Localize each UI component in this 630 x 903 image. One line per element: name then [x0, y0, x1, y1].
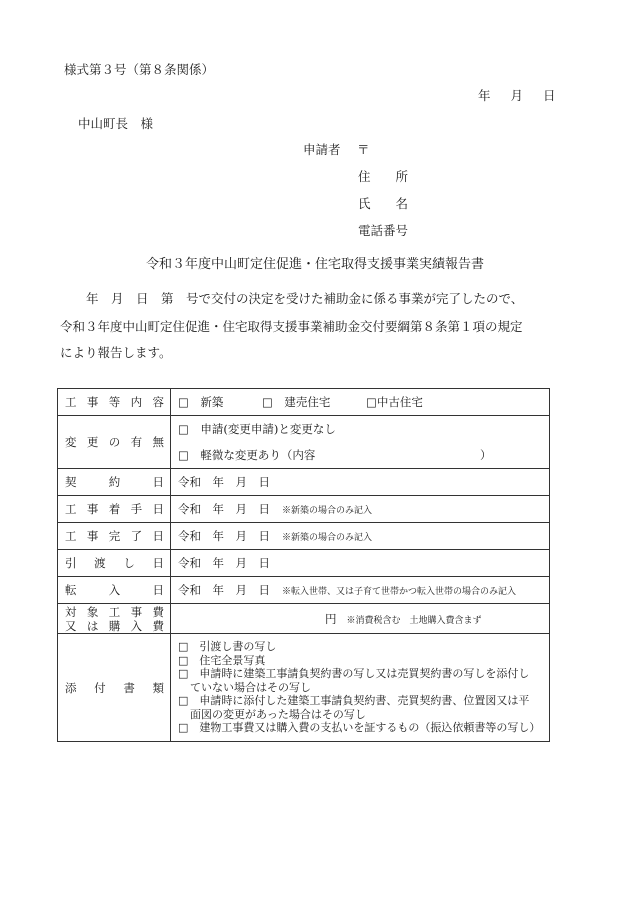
row-construction: [58, 389, 550, 416]
value-change: [171, 416, 550, 469]
address-label: 住 所: [358, 169, 409, 184]
attachment-house-photo[interactable]: □ 住宅全景写真: [178, 653, 266, 667]
checkbox-no-change[interactable]: □ 申請(変更申請)と変更なし: [178, 422, 336, 436]
report-table: [57, 388, 550, 742]
name-label: 氏 名: [358, 196, 409, 211]
checkbox-ready-built[interactable]: □ 建売住宅: [262, 395, 331, 409]
movein-note: ※転入世帯、又は子育て世帯かつ転入世帯の場合のみ記入: [282, 587, 517, 597]
date-month: 月: [510, 88, 524, 103]
checkbox-used-house[interactable]: □中古住宅: [366, 395, 423, 409]
row-start: [58, 496, 550, 523]
attachment-handover-copy[interactable]: □ 引渡し書の写し: [178, 640, 277, 654]
label-start: 工事着手日: [58, 496, 171, 523]
complete-date[interactable]: 令和 年 月 日: [178, 529, 270, 543]
row-change: [58, 416, 550, 469]
row-complete: [58, 523, 550, 550]
cost-unit: 円: [325, 611, 337, 626]
date-year: 年: [478, 88, 491, 103]
change-minor-row: [178, 442, 549, 468]
form-number: 様式第３号（第８条関係）: [64, 62, 215, 77]
start-date[interactable]: 令和 年 月 日: [178, 502, 270, 516]
attachment-changed-docs-cont: 面図の変更があった場合はその写し: [190, 707, 366, 721]
label-cost-line2: 又は購入費: [65, 618, 164, 633]
label-complete: 工事完了日: [58, 523, 171, 550]
minor-change-close-paren: ）: [480, 448, 492, 462]
body-line-2: 令和３年度中山町定住促進・住宅取得支援事業補助金交付要綱第８条第１項の規定: [60, 319, 523, 334]
start-note: ※新築の場合のみ記入: [282, 506, 373, 516]
movein-date[interactable]: 令和 年 月 日: [178, 583, 270, 597]
row-handover: [58, 550, 550, 577]
row-attachments: [58, 634, 550, 742]
label-construction: 工事等内容: [58, 389, 171, 416]
label-cost: [58, 604, 171, 634]
document-title: 令和３年度中山町定住促進・住宅取得支援事業実績報告書: [145, 257, 484, 272]
checkbox-minor-change[interactable]: □ 軽微な変更あり（内容: [178, 448, 316, 462]
value-start: [171, 496, 550, 523]
label-handover: 引渡し日: [58, 550, 171, 577]
value-complete: [171, 523, 550, 550]
row-movein: [58, 577, 550, 604]
value-attachments: [171, 634, 550, 742]
date-day: 日: [543, 88, 556, 103]
label-attachments: 添付書類: [58, 634, 171, 742]
value-handover[interactable]: 令和 年 月 日: [171, 550, 550, 577]
checkbox-new[interactable]: □ 新築: [178, 395, 224, 409]
body-line-1: 年 月 日 第 号で交付の決定を受けた補助金に係る事業が完了したので、: [86, 291, 524, 306]
value-construction: [171, 389, 550, 416]
label-contract: 契約日: [58, 469, 171, 496]
phone-label: 電話番号: [358, 223, 409, 238]
value-movein: [171, 577, 550, 604]
applicant-label: 申請者: [303, 142, 341, 157]
label-cost-line1: 対象工事費: [65, 604, 164, 619]
date-line: [478, 86, 556, 104]
attachment-contract-copy[interactable]: □ 申請時に建築工事請負契約書の写し又は売買契約書の写しを添付し: [178, 667, 530, 681]
attachment-contract-copy-cont: ていない場合はその写し: [190, 680, 311, 694]
row-contract: [58, 469, 550, 496]
value-cost[interactable]: [171, 604, 550, 634]
complete-note: ※新築の場合のみ記入: [282, 533, 373, 543]
row-cost: [58, 604, 550, 634]
label-change: 変更の有無: [58, 416, 171, 469]
postal-mark: 〒: [357, 142, 370, 157]
attachment-changed-docs[interactable]: □ 申請時に添付した建築工事請負契約書、売買契約書、位置図又は平: [178, 694, 530, 708]
cost-note: ※消費税含む 土地購入費含まず: [346, 615, 482, 626]
body-line-3: により報告します。: [60, 345, 172, 360]
label-movein: 転入日: [58, 577, 171, 604]
value-contract[interactable]: 令和 年 月 日: [171, 469, 550, 496]
attachment-payment-proof[interactable]: □ 建物工事費又は購入費の支払いを証するもの（振込依頼書等の写し）: [178, 721, 541, 735]
addressee: 中山町長 様: [78, 116, 154, 131]
